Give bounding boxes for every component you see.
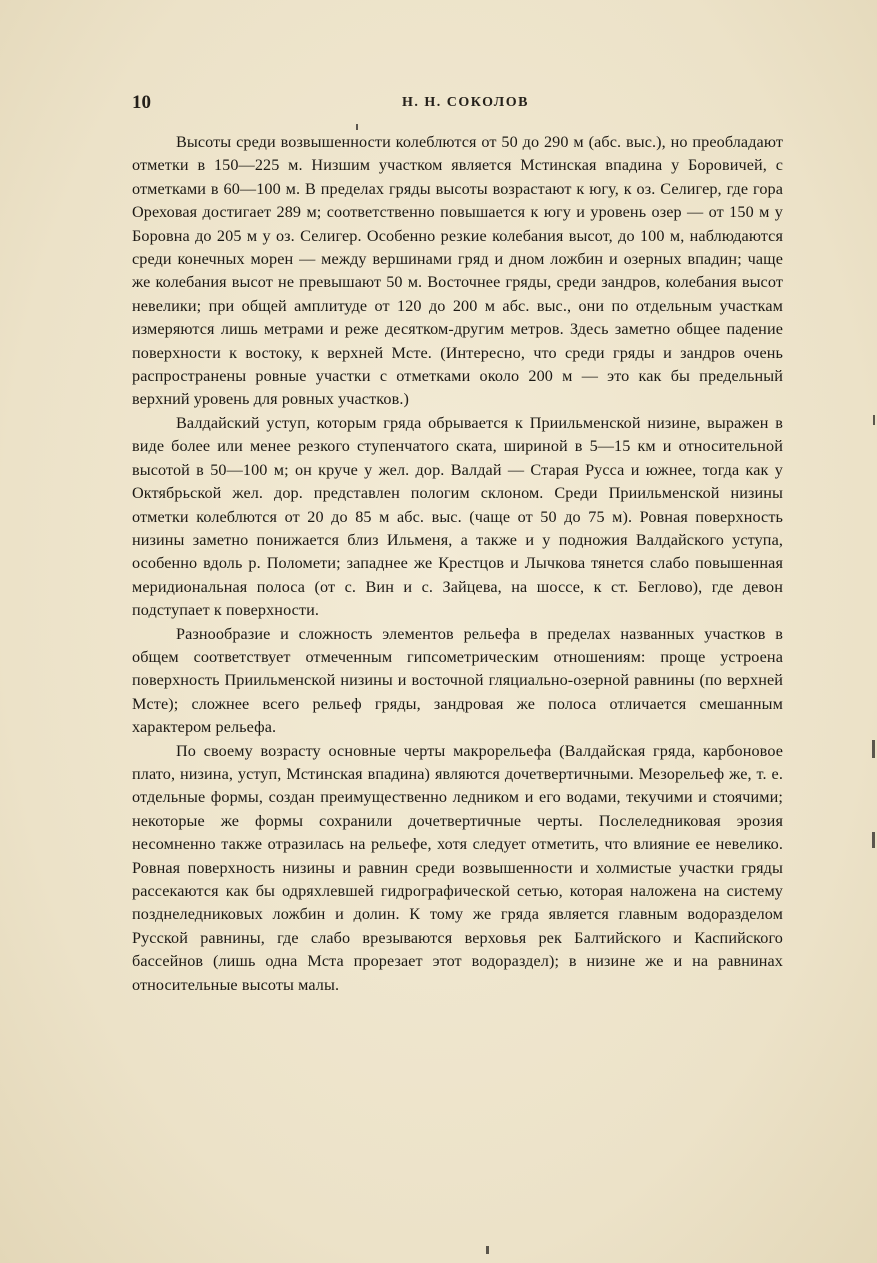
page-header	[132, 92, 782, 116]
paragraph-4: По своему возрасту основные черты макрорельефа (Валдайская гряда, карбоновое плато, низина, уступ, Мстинская впадина) являются дочетвертичными. Мезорельеф же, т. е. отдельные формы, создан преимущественно ледником и его водами, текучими и стоячими; некоторые же формы сохранили дочетвертичные черты. Послеледниковая эрозия несомненно также отразилась на рельефе, хотя следует отметить, что влияние ее невелико. Ровная поверхность низины и равнин среди возвышенности и холмистые участки гряды рассекаются как бы одряхлевшей гидрографической сетью, которая наложена на систему позднеледниковых ложбин и долин. К тому же гряда является главным водоразделом Русской равнины, где слабо врезываются верховья рек Балтийского и Каспийского бассейнов (лишь одна Мста прорезает этот водораздел); в низине же и на равнинах относительные высоты малы.	[132, 741, 783, 994]
margin-speck-right-1	[872, 740, 875, 758]
page-number: 10	[132, 92, 151, 113]
margin-speck-right-3	[873, 415, 875, 425]
body-text	[132, 131, 783, 997]
paragraph-2: Валдайский уступ, которым гряда обрывается к Приильменской низине, выражен в виде более или менее резкого ступенчатого ската, шириной в 5—15 км и относительной высотой в 50—100 м; он круче у жел. дор. Валдай — Старая Русса и южнее, тогда как у Октябрьской жел. дор. представлен пологим склоном. Среди Приильменской низины отметки колеблются от 20 до 85 м абс. выс. (чаще от 50 до 75 м). Ровная поверхность низины заметно понижается близ Ильменя, а также и у подножия Валдайского уступа, особенно вдоль р. Поломети; западнее же Крестцов и Лычкова тянется слабо повышенная меридиональная полоса (от с. Вин и с. Зайцева, на шоссе, к ст. Беглово), где девон подступает к поверхности.	[132, 413, 783, 620]
top-speck	[356, 124, 358, 130]
margin-speck-right-2	[872, 832, 875, 848]
paragraph-3: Разнообразие и сложность элементов рельефа в пределах названных участков в общем соответствует отмеченным гипсометрическим отношениям: проще устроена поверхность Приильменской низины и восточной гляциально-озерной равнины (по верхней Мсте); сложнее всего рельеф гряды, зандровая же полоса отличается смешанным характером рельефа.	[132, 624, 783, 737]
bottom-speck	[486, 1246, 489, 1254]
paragraph-1: Высоты среди возвышенности колеблются от 50 до 290 м (абс. выс.), но преобладают отметки в 150—225 м. Низшим участком является Мстинская впадина у Боровичей, с отметками в 60—100 м. В пределах гряды высоты возрастают к югу, к оз. Селигер, где гора Ореховая достигает 289 м; соответственно повышается к югу и уровень озер — от 150 м у Боровна до 205 м у оз. Селигер. Особенно резкие колебания высот, до 100 м, наблюдаются среди конечных морен — между вершинами гряд и дном ложбин и озерных впадин; чаще же колебания высот не превышают 50 м. Восточнее гряды, среди зандров, колебания высот невелики; при общей амплитуде от 120 до 200 м абс. выс., они по отдельным участкам измеряются лишь метрами и реже десятком-другим метров. Здесь заметно общее падение поверхности к востоку, к верхней Мсте. (Интересно, что среди гряды и зандров очень распространены ровные участки с отметками около 200 м — это как бы предельный верхний уровень для ровных участков.)	[132, 133, 783, 409]
running-head: Н. Н. СОКОЛОВ	[402, 95, 529, 110]
